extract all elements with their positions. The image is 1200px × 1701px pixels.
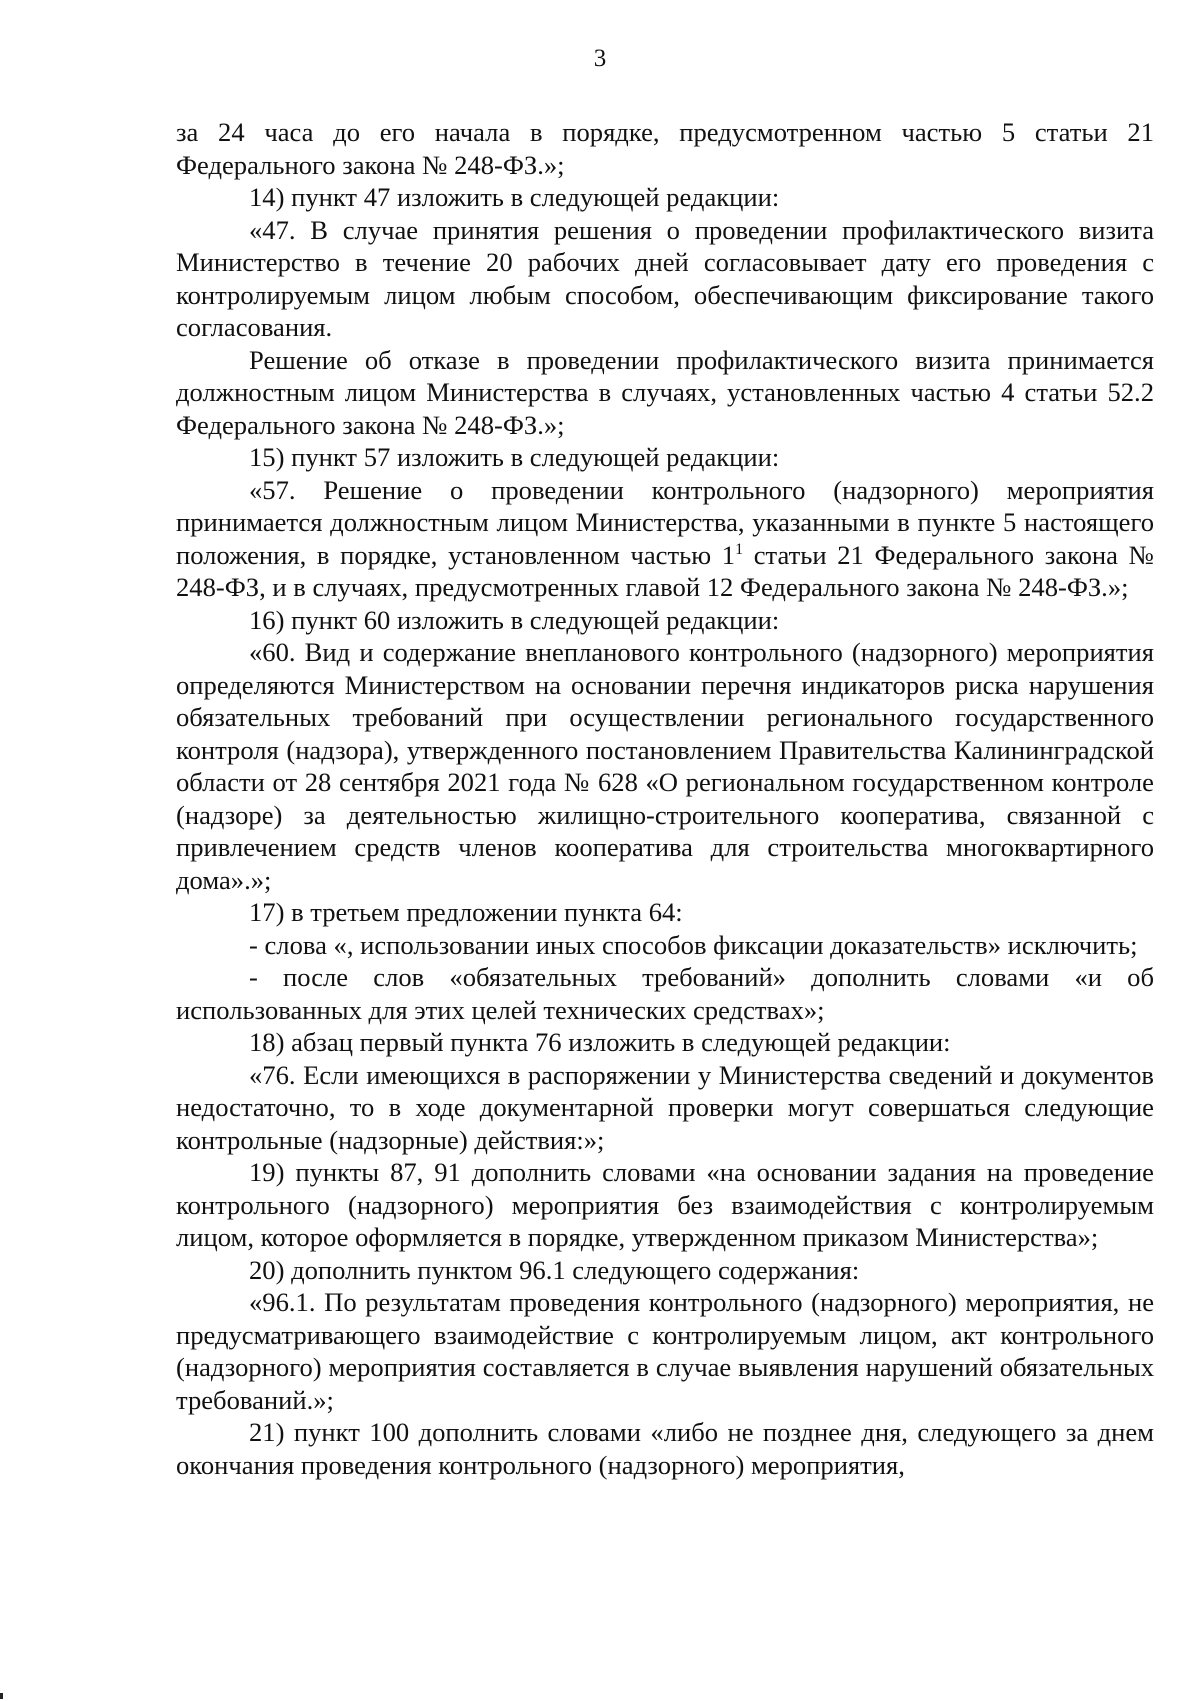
- paragraph-item-14: 14) пункт 47 изложить в следующей редакции:: [249, 182, 780, 212]
- paragraph-item-15: 15) пункт 57 изложить в следующей редакции:: [249, 442, 780, 472]
- scan-margin-mark: [0, 1693, 3, 1699]
- paragraph-dash-1: - слова «, использовании иных способов фиксации доказательств» исключить;: [249, 929, 1138, 960]
- paragraph-dash-2: - после слов «обязательных требований» дополнить словами «и об использованных для этих целей технических средствах»;: [176, 962, 1154, 1025]
- page-number: 3: [593, 45, 607, 72]
- paragraph-point-57-text-start: «57. Решение о проведении контрольного (надзорного) мероприятия принимается должностным лицом Министерства, указанными в пункте 5 настоящего положения, в порядке, установленном частью 1: [176, 474, 1154, 570]
- paragraph-item-20: 20) дополнить пунктом 96.1 следующего содержания:: [249, 1254, 860, 1285]
- paragraph-item-19: 19) пункты 87, 91 дополнить словами «на основании задания на проведение контрольного (надзорного) мероприятия без взаимодействия с контролируемым лицом, которое оформляется в порядке, утвержденном приказом Министерства»;: [176, 1157, 1154, 1252]
- paragraph-continuation: за 24 часа до его начала в порядке, предусмотренном частью 5 статьи 21 Федерального закона № 248-ФЗ.»;: [176, 117, 1154, 180]
- paragraph-item-21: 21) пункт 100 дополнить словами «либо не позднее дня, следующего за днем окончания проведения контрольного (надзорного) мероприятия,: [176, 1417, 1154, 1480]
- paragraph-point-57: [176, 474, 1154, 604]
- document-body: [176, 116, 1154, 1481]
- paragraph-point-57-text-end: статьи 21 Федерального закона № 248-ФЗ, и в случаях, предусмотренных главой 12 Федерального закона № 248-ФЗ.»;: [176, 539, 1154, 602]
- paragraph-point-76: «76. Если имеющихся в распоряжении у Министерства сведений и документов недостаточно, то в ходе документарной проверки могут совершаться следующие контрольные (надзорные) действия:»;: [176, 1059, 1154, 1155]
- paragraph-point-47: «47. В случае принятия решения о проведении профилактического визита Министерство в течение 20 рабочих дней согласовывает дату его проведения с контролируемым лицом любым способом, обеспечивающим фиксирование такого согласования.: [176, 214, 1154, 342]
- paragraph-point-60: «60. Вид и содержание внепланового контрольного (надзорного) мероприятия определяются Министерством на основании перечня индикаторов риска нарушения обязательных требований при осуществлении регионального государственного контроля (надзора), утвержденного постановлением Правительства Калининградской области от 28 сентября 2021 года № 628 «О региональном государственном контроле (надзоре) за деятельностью жилищно-строительного кооператива, связанной с привлечением средств членов кооператива для строительства многоквартирного дома».»;: [176, 637, 1154, 895]
- paragraph-point-96-1: «96.1. По результатам проведения контрольного (надзорного) мероприятия, не предусматривающего взаимодействие с контролируемым лицом, акт контрольного (надзорного) мероприятия составляется в случае выявления нарушений обязательных требований.»;: [176, 1287, 1154, 1415]
- paragraph-item-16: 16) пункт 60 изложить в следующей редакции:: [249, 604, 780, 635]
- superscript-marker: 1: [735, 540, 744, 558]
- paragraph-item-17: 17) в третьем предложении пункта 64:: [249, 897, 683, 927]
- paragraph-item-18: 18) абзац первый пункта 76 изложить в следующей редакции:: [249, 1027, 951, 1057]
- paragraph-refusal-decision: Решение об отказе в проведении профилактического визита принимается должностным лицом Министерства в случаях, установленных частью 4 статьи 52.2 Федерального закона № 248-ФЗ.»;: [176, 344, 1154, 440]
